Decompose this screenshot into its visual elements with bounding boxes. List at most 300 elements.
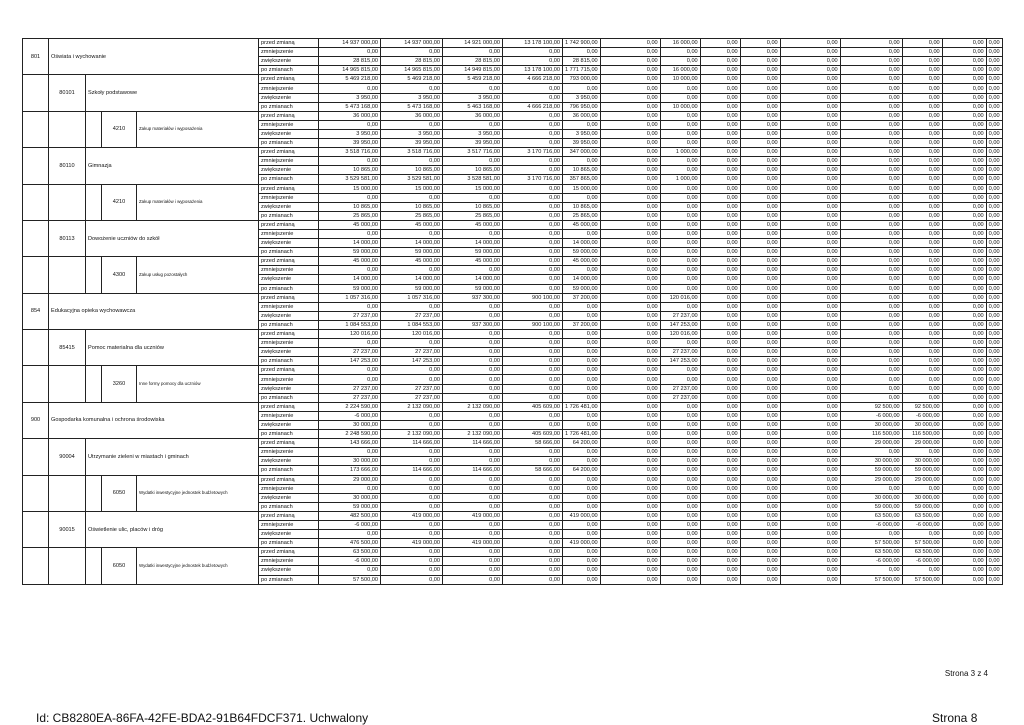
amount-cell: 0,00 (840, 84, 902, 93)
amount-cell: 0,00 (902, 266, 942, 275)
amount-cell: 3 950,00 (381, 129, 443, 138)
row-label: zmniejszenie (259, 120, 319, 129)
col-dzial-empty (23, 511, 49, 547)
row-label: zmniejszenie (259, 84, 319, 93)
amount-cell: 0,00 (902, 129, 942, 138)
amount-cell: 0,00 (780, 448, 840, 457)
amount-cell: 0,00 (740, 175, 780, 184)
amount-cell: 0,00 (381, 475, 443, 484)
col-indent-empty (86, 475, 102, 511)
amount-cell: 0,00 (780, 430, 840, 439)
amount-cell: 0,00 (443, 393, 503, 402)
amount-cell: 1 742 900,00 (563, 39, 601, 48)
amount-cell: 0,00 (740, 493, 780, 502)
amount-cell: 0,00 (503, 539, 563, 548)
amount-cell: 0,00 (740, 393, 780, 402)
amount-cell: 0,00 (840, 202, 902, 211)
amount-cell: 0,00 (840, 193, 902, 202)
amount-cell: 0,00 (942, 566, 986, 575)
amount-cell: 0,00 (942, 439, 986, 448)
table-row (23, 39, 1003, 48)
amount-cell: 0,00 (660, 129, 700, 138)
amount-cell: 0,00 (986, 39, 1002, 48)
amount-cell: 0,00 (600, 493, 660, 502)
amount-cell: 0,00 (660, 248, 700, 257)
amount-cell: 0,00 (942, 339, 986, 348)
amount-cell: 0,00 (840, 111, 902, 120)
amount-cell: 0,00 (503, 384, 563, 393)
amount-cell: 0,00 (986, 202, 1002, 211)
amount-cell: 45 000,00 (443, 220, 503, 229)
amount-cell: 147 253,00 (660, 357, 700, 366)
amount-cell: 0,00 (902, 448, 942, 457)
paragraf-name: Zakup usług pozostałych (137, 257, 259, 293)
amount-cell: 0,00 (700, 311, 740, 320)
amount-cell: 0,00 (780, 375, 840, 384)
amount-cell: 13 178 100,00 (503, 39, 563, 48)
amount-cell: 0,00 (740, 166, 780, 175)
amount-cell: 147 253,00 (319, 357, 381, 366)
amount-cell: 0,00 (942, 384, 986, 393)
amount-cell: 0,00 (902, 375, 942, 384)
amount-cell: 0,00 (660, 548, 700, 557)
amount-cell: 0,00 (600, 448, 660, 457)
amount-cell: 0,00 (740, 284, 780, 293)
amount-cell: 0,00 (986, 402, 1002, 411)
amount-cell: 0,00 (319, 266, 381, 275)
amount-cell: 0,00 (443, 48, 503, 57)
amount-cell: 0,00 (660, 402, 700, 411)
amount-cell: 0,00 (986, 302, 1002, 311)
amount-cell: 0,00 (740, 57, 780, 66)
amount-cell: 0,00 (319, 157, 381, 166)
amount-cell: 0,00 (740, 211, 780, 220)
amount-cell: 0,00 (563, 84, 601, 93)
amount-cell: 0,00 (660, 184, 700, 193)
amount-cell: 116 500,00 (902, 430, 942, 439)
amount-cell: 3 529 581,00 (381, 175, 443, 184)
amount-cell: 0,00 (902, 330, 942, 339)
amount-cell: 0,00 (780, 339, 840, 348)
amount-cell: 0,00 (780, 475, 840, 484)
amount-cell: 0,00 (840, 330, 902, 339)
amount-cell: 0,00 (600, 211, 660, 220)
amount-cell: 0,00 (381, 375, 443, 384)
amount-cell: 0,00 (740, 84, 780, 93)
amount-cell: 0,00 (700, 548, 740, 557)
table-row (23, 330, 1003, 339)
amount-cell: 0,00 (600, 111, 660, 120)
amount-cell: 0,00 (740, 39, 780, 48)
amount-cell: 0,00 (563, 448, 601, 457)
amount-cell: 0,00 (503, 193, 563, 202)
amount-cell: 0,00 (443, 311, 503, 320)
amount-cell: 0,00 (780, 539, 840, 548)
amount-cell: 0,00 (740, 484, 780, 493)
row-label: po zmianach (259, 66, 319, 75)
amount-cell: 0,00 (600, 575, 660, 584)
amount-cell: 796 950,00 (563, 102, 601, 111)
footer-document-id: Id: CB8280EA-86FA-42FE-BDA2-91B64FDCF371. Uchwalony (36, 711, 369, 725)
amount-cell: 0,00 (942, 466, 986, 475)
amount-cell: 0,00 (740, 348, 780, 357)
amount-cell: 0,00 (503, 211, 563, 220)
amount-cell: 0,00 (840, 75, 902, 84)
amount-cell: 0,00 (700, 357, 740, 366)
amount-cell: 0,00 (443, 339, 503, 348)
amount-cell: 14 937 000,00 (319, 39, 381, 48)
amount-cell: 0,00 (740, 157, 780, 166)
amount-cell: -6 000,00 (319, 557, 381, 566)
amount-cell: 0,00 (902, 384, 942, 393)
amount-cell: 0,00 (700, 266, 740, 275)
amount-cell: 0,00 (660, 502, 700, 511)
amount-cell: 0,00 (740, 202, 780, 211)
amount-cell: 114 666,00 (381, 466, 443, 475)
amount-cell: 0,00 (902, 311, 942, 320)
amount-cell: 0,00 (942, 220, 986, 229)
amount-cell: 0,00 (600, 166, 660, 175)
amount-cell: 0,00 (840, 348, 902, 357)
amount-cell: 0,00 (986, 248, 1002, 257)
row-label: po zmianach (259, 502, 319, 511)
amount-cell: 0,00 (503, 357, 563, 366)
amount-cell: 0,00 (503, 566, 563, 575)
amount-cell: 0,00 (319, 302, 381, 311)
amount-cell: 0,00 (780, 484, 840, 493)
amount-cell: 0,00 (503, 375, 563, 384)
amount-cell: 0,00 (503, 348, 563, 357)
amount-cell: 0,00 (319, 229, 381, 238)
amount-cell: 0,00 (563, 520, 601, 529)
amount-cell: 0,00 (600, 311, 660, 320)
amount-cell: 5 469 218,00 (381, 75, 443, 84)
amount-cell: 27 237,00 (319, 393, 381, 402)
amount-cell: 0,00 (700, 366, 740, 375)
amount-cell: 0,00 (780, 193, 840, 202)
amount-cell: 482 500,00 (319, 511, 381, 520)
amount-cell: 0,00 (840, 302, 902, 311)
amount-cell: 0,00 (942, 102, 986, 111)
amount-cell: 59 000,00 (443, 248, 503, 257)
amount-cell: 0,00 (902, 148, 942, 157)
amount-cell: 0,00 (986, 457, 1002, 466)
amount-cell: 0,00 (600, 502, 660, 511)
amount-cell: 0,00 (660, 302, 700, 311)
amount-cell: 0,00 (780, 420, 840, 429)
amount-cell: 0,00 (986, 129, 1002, 138)
amount-cell: 0,00 (780, 166, 840, 175)
amount-cell: 0,00 (942, 420, 986, 429)
amount-cell: 64 200,00 (563, 439, 601, 448)
amount-cell: 27 237,00 (660, 311, 700, 320)
amount-cell: 14 921 000,00 (443, 39, 503, 48)
amount-cell: 0,00 (660, 284, 700, 293)
amount-cell: 0,00 (780, 493, 840, 502)
amount-cell: 0,00 (503, 520, 563, 529)
amount-cell: 0,00 (381, 339, 443, 348)
amount-cell: 419 000,00 (563, 511, 601, 520)
amount-cell: 14 000,00 (563, 275, 601, 284)
amount-cell: 0,00 (600, 320, 660, 329)
amount-cell: 14 000,00 (381, 275, 443, 284)
amount-cell: 0,00 (780, 348, 840, 357)
amount-cell: -6 000,00 (840, 411, 902, 420)
amount-cell: 0,00 (986, 48, 1002, 57)
amount-cell: 0,00 (600, 84, 660, 93)
amount-cell: 0,00 (942, 411, 986, 420)
amount-cell: 0,00 (600, 102, 660, 111)
amount-cell: 0,00 (740, 75, 780, 84)
amount-cell: 0,00 (700, 120, 740, 129)
amount-cell: 0,00 (600, 175, 660, 184)
amount-cell: 0,00 (600, 511, 660, 520)
amount-cell: 0,00 (986, 366, 1002, 375)
row-label: zwiększenie (259, 457, 319, 466)
amount-cell: 0,00 (700, 211, 740, 220)
amount-cell: 0,00 (986, 330, 1002, 339)
amount-cell: 10 865,00 (443, 202, 503, 211)
amount-cell: 0,00 (942, 266, 986, 275)
amount-cell: 0,00 (700, 320, 740, 329)
amount-cell: 14 937 000,00 (381, 39, 443, 48)
amount-cell: 0,00 (600, 411, 660, 420)
amount-cell: 0,00 (902, 175, 942, 184)
amount-cell: 0,00 (563, 420, 601, 429)
amount-cell: 5 473 168,00 (319, 102, 381, 111)
amount-cell: 58 666,00 (503, 439, 563, 448)
amount-cell: 36 000,00 (563, 111, 601, 120)
amount-cell: 0,00 (780, 330, 840, 339)
amount-cell: 0,00 (700, 129, 740, 138)
amount-cell: 0,00 (902, 75, 942, 84)
amount-cell: 0,00 (902, 248, 942, 257)
amount-cell: 25 865,00 (381, 211, 443, 220)
amount-cell: 0,00 (740, 402, 780, 411)
amount-cell: 0,00 (986, 193, 1002, 202)
amount-cell: 0,00 (902, 320, 942, 329)
amount-cell: 0,00 (503, 339, 563, 348)
row-label: po zmianach (259, 139, 319, 148)
amount-cell: 0,00 (942, 302, 986, 311)
amount-cell: 0,00 (942, 484, 986, 493)
amount-cell: 0,00 (740, 539, 780, 548)
rozdzial-name: Szkoły podstawowe (86, 75, 259, 111)
amount-cell: 0,00 (740, 93, 780, 102)
amount-cell: 0,00 (700, 557, 740, 566)
amount-cell: 0,00 (942, 148, 986, 157)
amount-cell: 0,00 (780, 84, 840, 93)
amount-cell: 27 237,00 (319, 384, 381, 393)
amount-cell: 0,00 (840, 229, 902, 238)
budget-table (22, 38, 1003, 585)
amount-cell: 0,00 (986, 102, 1002, 111)
amount-cell: 0,00 (740, 220, 780, 229)
amount-cell: 0,00 (942, 66, 986, 75)
amount-cell: 0,00 (840, 293, 902, 302)
amount-cell: 0,00 (660, 557, 700, 566)
amount-cell: 0,00 (503, 493, 563, 502)
amount-cell: 0,00 (942, 284, 986, 293)
amount-cell: 39 950,00 (319, 139, 381, 148)
amount-cell: 0,00 (902, 530, 942, 539)
amount-cell: 0,00 (740, 120, 780, 129)
row-label: zmniejszenie (259, 193, 319, 202)
amount-cell: 28 815,00 (381, 57, 443, 66)
amount-cell: 0,00 (942, 202, 986, 211)
amount-cell: 0,00 (563, 120, 601, 129)
amount-cell: 0,00 (600, 248, 660, 257)
amount-cell: 10 865,00 (381, 202, 443, 211)
amount-cell: 0,00 (600, 275, 660, 284)
amount-cell: 5 473 168,00 (381, 102, 443, 111)
amount-cell: 3 950,00 (563, 129, 601, 138)
amount-cell: -6 000,00 (319, 520, 381, 529)
amount-cell: 0,00 (503, 411, 563, 420)
amount-cell: 0,00 (660, 193, 700, 202)
amount-cell: 0,00 (942, 166, 986, 175)
amount-cell: 0,00 (740, 111, 780, 120)
row-label: zwiększenie (259, 530, 319, 539)
amount-cell: 0,00 (986, 493, 1002, 502)
amount-cell: 0,00 (942, 357, 986, 366)
amount-cell: 2 224 590,00 (319, 402, 381, 411)
amount-cell: 0,00 (600, 439, 660, 448)
amount-cell: 0,00 (503, 502, 563, 511)
amount-cell: 0,00 (780, 266, 840, 275)
amount-cell: 0,00 (503, 311, 563, 320)
amount-cell: 14 000,00 (381, 239, 443, 248)
amount-cell: 0,00 (443, 448, 503, 457)
amount-cell: 5 469 218,00 (319, 75, 381, 84)
amount-cell: 0,00 (840, 384, 902, 393)
amount-cell: 0,00 (780, 66, 840, 75)
amount-cell: 0,00 (443, 330, 503, 339)
amount-cell: 0,00 (700, 411, 740, 420)
amount-cell: 64 200,00 (563, 466, 601, 475)
amount-cell: 143 666,00 (319, 439, 381, 448)
dzial-code: 854 (23, 293, 49, 329)
amount-cell: 0,00 (942, 120, 986, 129)
amount-cell: 14 965 815,00 (381, 66, 443, 75)
row-label: zwiększenie (259, 129, 319, 138)
amount-cell: 114 666,00 (443, 466, 503, 475)
amount-cell: 3 518 716,00 (381, 148, 443, 157)
amount-cell: 0,00 (780, 202, 840, 211)
col-indent-empty (86, 184, 102, 220)
amount-cell: 0,00 (660, 366, 700, 375)
amount-cell: 0,00 (700, 157, 740, 166)
amount-cell: 0,00 (600, 339, 660, 348)
amount-cell: 0,00 (942, 211, 986, 220)
amount-cell: 1 057 316,00 (381, 293, 443, 302)
rozdzial-code: 90004 (49, 439, 86, 475)
amount-cell: 0,00 (902, 66, 942, 75)
amount-cell: 0,00 (986, 430, 1002, 439)
dzial-code: 900 (23, 402, 49, 438)
col-indent-empty (86, 548, 102, 584)
rozdzial-code: 80110 (49, 148, 86, 184)
amount-cell: 0,00 (700, 520, 740, 529)
amount-cell: 0,00 (503, 457, 563, 466)
amount-cell: 0,00 (503, 575, 563, 584)
col-indent-empty (86, 111, 102, 147)
amount-cell: 0,00 (600, 120, 660, 129)
amount-cell: 0,00 (700, 166, 740, 175)
amount-cell: 0,00 (840, 484, 902, 493)
col-dzial-empty (23, 475, 49, 511)
amount-cell: 0,00 (942, 257, 986, 266)
amount-cell: 0,00 (986, 348, 1002, 357)
amount-cell: 0,00 (700, 48, 740, 57)
amount-cell: 14 000,00 (443, 275, 503, 284)
amount-cell: 0,00 (780, 93, 840, 102)
amount-cell: 0,00 (902, 111, 942, 120)
amount-cell: 0,00 (986, 66, 1002, 75)
amount-cell: 0,00 (700, 502, 740, 511)
amount-cell: 0,00 (660, 566, 700, 575)
paragraf-name: Wydatki inwestycyjne jednostek budżetowych (137, 475, 259, 511)
amount-cell: 0,00 (600, 520, 660, 529)
amount-cell: 0,00 (780, 120, 840, 129)
row-label: zmniejszenie (259, 520, 319, 529)
amount-cell: 0,00 (740, 275, 780, 284)
amount-cell: 2 132 090,00 (443, 402, 503, 411)
amount-cell: 0,00 (986, 148, 1002, 157)
amount-cell: 0,00 (902, 202, 942, 211)
amount-cell: 45 000,00 (563, 220, 601, 229)
amount-cell: 0,00 (381, 193, 443, 202)
amount-cell: 10 865,00 (563, 166, 601, 175)
amount-cell: 0,00 (563, 48, 601, 57)
amount-cell: 0,00 (942, 129, 986, 138)
amount-cell: 0,00 (942, 311, 986, 320)
amount-cell: 0,00 (700, 175, 740, 184)
amount-cell: 0,00 (381, 530, 443, 539)
paragraf-code: 6050 (102, 548, 137, 584)
amount-cell: 0,00 (986, 539, 1002, 548)
amount-cell: 0,00 (600, 384, 660, 393)
amount-cell: 0,00 (780, 548, 840, 557)
amount-cell: 0,00 (443, 411, 503, 420)
amount-cell: 0,00 (840, 129, 902, 138)
amount-cell: 29 000,00 (902, 439, 942, 448)
amount-cell: 0,00 (381, 457, 443, 466)
amount-cell: 0,00 (660, 93, 700, 102)
amount-cell: 0,00 (986, 375, 1002, 384)
amount-cell: 10 865,00 (381, 166, 443, 175)
table-row (23, 366, 1003, 375)
rozdzial-name: Gimnazja (86, 148, 259, 184)
amount-cell: 0,00 (942, 475, 986, 484)
amount-cell: 0,00 (780, 148, 840, 157)
amount-cell: -6 000,00 (902, 557, 942, 566)
amount-cell: 1 771 715,00 (563, 66, 601, 75)
amount-cell: 0,00 (780, 566, 840, 575)
amount-cell: 0,00 (740, 48, 780, 57)
amount-cell: 0,00 (700, 239, 740, 248)
amount-cell: 0,00 (503, 511, 563, 520)
amount-cell: 0,00 (986, 266, 1002, 275)
amount-cell: 0,00 (740, 502, 780, 511)
amount-cell: 0,00 (942, 539, 986, 548)
amount-cell: 0,00 (563, 575, 601, 584)
amount-cell: 0,00 (986, 502, 1002, 511)
amount-cell: 0,00 (660, 466, 700, 475)
amount-cell: 0,00 (780, 57, 840, 66)
amount-cell: 0,00 (381, 302, 443, 311)
amount-cell: 36 000,00 (319, 111, 381, 120)
